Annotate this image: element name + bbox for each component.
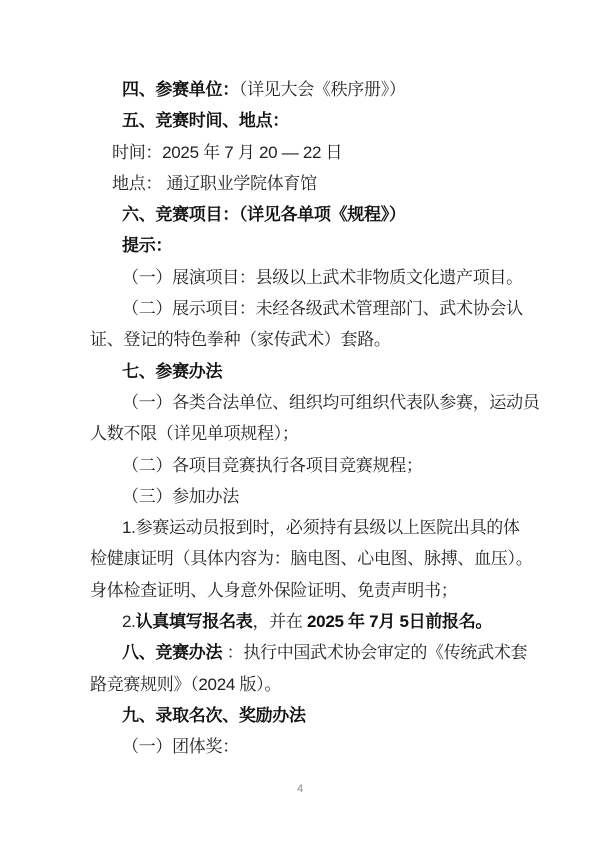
document-line [90, 669, 530, 700]
text-segment: 七、参赛办法 [122, 361, 223, 381]
document-line [90, 137, 530, 168]
text-segment: 2. [122, 612, 136, 632]
text-segment: （一）各类合法单位、组织均可组织代表队参赛，运动员 [122, 392, 540, 412]
document-line [90, 199, 530, 230]
document-line [90, 324, 530, 355]
document-body [90, 74, 540, 763]
document-line [90, 262, 530, 293]
text-segment: 时间：2025 年 7 月 20 — 22 日 [112, 142, 343, 162]
document-line [90, 74, 530, 105]
text-segment: 身体检查证明、人身意外保险证明、免责声明书； [90, 580, 458, 600]
text-segment: 检健康证明（具体内容为：脑电图、心电图、脉搏、血压）。 [90, 549, 533, 569]
document-line [90, 700, 530, 731]
text-segment: 四、参赛单位： [122, 80, 239, 99]
text-segment: 六、竞赛项目：（详见各单项《规程》） [122, 205, 406, 225]
text-segment: 认真填写报名表 [135, 612, 253, 632]
document-line [90, 637, 530, 668]
text-segment: （二）展示项目：未经各级武术管理部门、武术协会认 [122, 299, 523, 319]
document-line [90, 105, 530, 136]
page-number: 4 [296, 783, 304, 795]
document-line [90, 356, 530, 387]
text-segment: （二）各项目竞赛执行各项目竞赛规程； [122, 455, 423, 475]
document-line [90, 481, 530, 512]
document-line [90, 543, 533, 574]
text-segment: 证、登记的特色拳种（家传武术）套路。 [90, 330, 391, 350]
text-segment: （一）展演项目：县级以上武术非物质文化遗产项目。 [122, 267, 523, 287]
text-segment: ，并在 [252, 612, 308, 632]
document-line [90, 575, 530, 606]
text-segment: 五、竞赛时间、地点： [122, 111, 289, 131]
text-segment: 九、录取名次、奖励办法 [122, 705, 306, 725]
text-segment: 提示： [122, 236, 173, 256]
document-line [90, 293, 530, 324]
text-segment: （三）参加办法 [122, 486, 239, 506]
text-segment: 1.参赛运动员报到时，必须持有县级以上医院出具的体 [122, 518, 520, 538]
text-segment: （详见大会《秩序册》） [238, 80, 406, 99]
text-segment: 八、竞赛办法 [122, 643, 227, 663]
text-segment: 地点： 通辽职业学院体育馆 [112, 173, 317, 193]
document-line [90, 387, 540, 418]
text-segment: 人数不限（详见单项规程）； [90, 424, 299, 444]
document-line [90, 731, 530, 762]
document-line [90, 418, 530, 449]
text-segment: ：执行中国武术协会审定的《传统武术套 [226, 643, 528, 663]
document-line [90, 450, 530, 481]
text-segment: 2025 年 7月 5日前报名。 [307, 612, 493, 632]
document-line [90, 168, 530, 199]
document-line [90, 230, 530, 261]
document-line [90, 606, 530, 637]
document-line [90, 512, 530, 543]
text-segment: （一）团体奖： [122, 737, 239, 757]
text-segment: 路竞赛规则》（2024 版）。 [90, 674, 282, 694]
